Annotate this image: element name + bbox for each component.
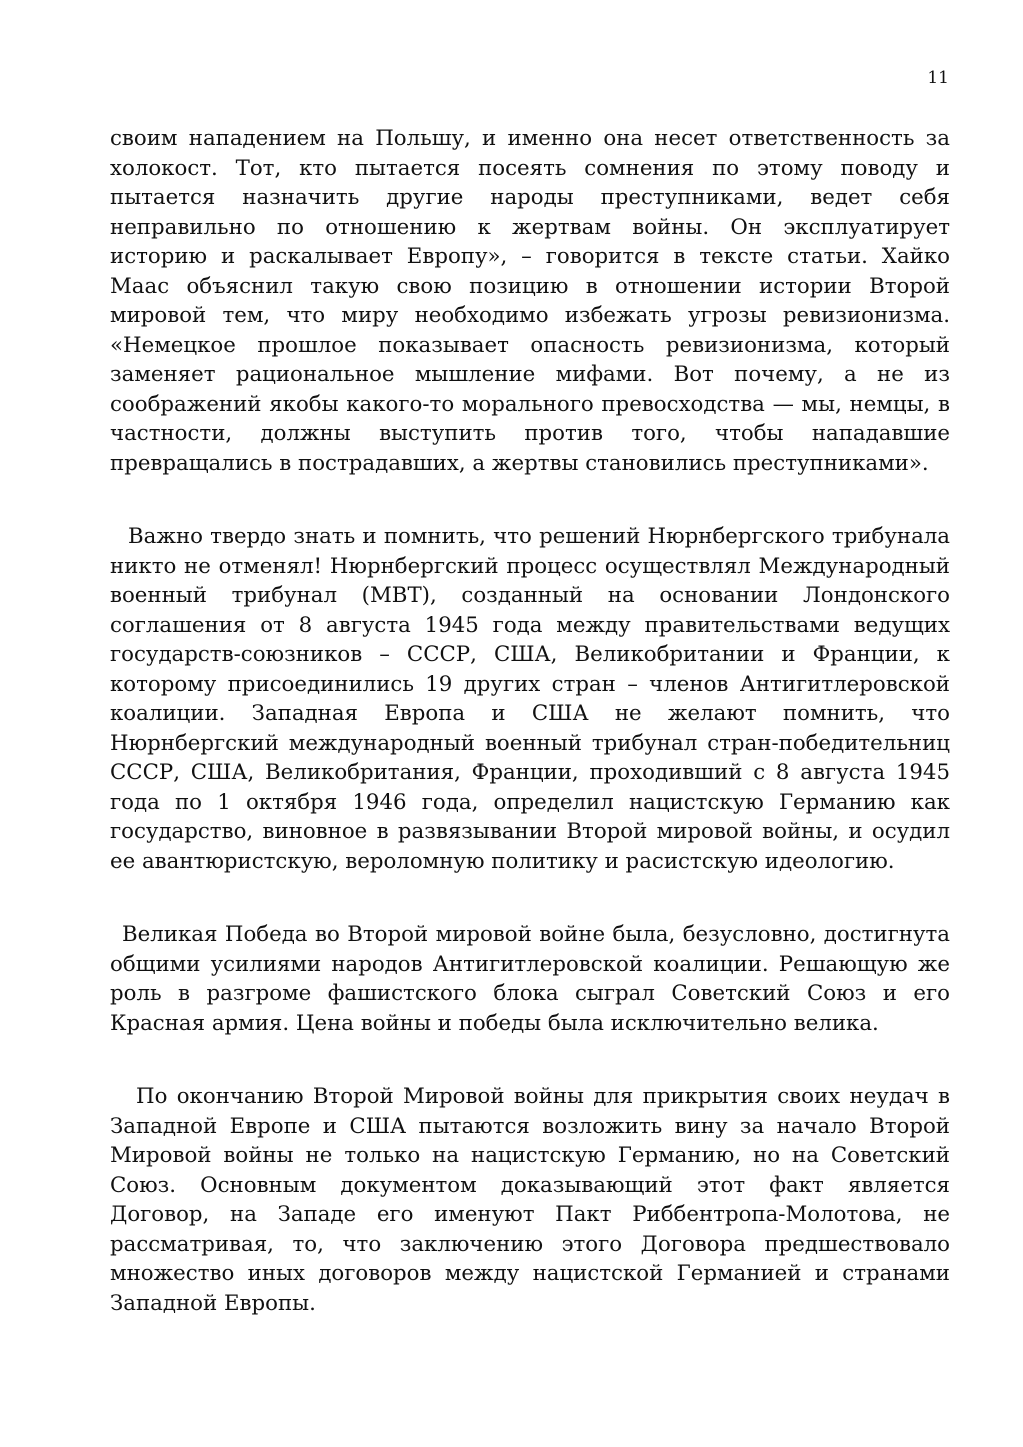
paragraph-3: Великая Победа во Второй мировой войне была, безусловно, достигнута общими усилиями народов Антигитлеровской коалиции. Решающую же роль в разгроме фашистского блока сыграл Советский Союз и его Красная армия. Цена войны и победы была исключительно велика.: [110, 922, 950, 1036]
paragraph-1: своим нападением на Польшу, и именно она несет ответственность за холокост. Тот, кто пытается посеять сомнения по этому поводу и пытается назначить другие народы преступниками, ведет себя неправильно по отношению к жертвам войны. Он эксплуатирует историю и раскалывает Европу», – говорится в тексте статьи. Хайко Маас объяснил такую свою позицию в отношении истории Второй мировой тем, что миру необходимо избежать угрозы ревизионизма. «Немецкое прошлое показывает опасность ревизионизма, который заменяет рациональное мышление мифами. Вот почему, а не из соображений якобы какого-то морального превосходства — мы, немцы, в частности, должны выступить против того, чтобы нападавшие превращались в пострадавших, а жертвы становились преступниками».: [110, 126, 950, 476]
body-text: [110, 124, 950, 1318]
paragraph-4: По окончанию Второй Мировой войны для прикрытия своих неудач в Западной Европе и США пытаются возложить вину за начало Второй Мировой войны не только на нацистскую Германию, но на Советский Союз. Основным документом доказывающий этот факт является Договор, на Западе его именуют Пакт Риббентропа-Молотова, не рассматривая, то, что заключению этого Договора предшествовало множество иных договоров между нацистской Германией и странами Западной Европы.: [110, 1084, 950, 1316]
paragraph-2: Важно твердо знать и помнить, что решений Нюрнбергского трибунала никто не отменял! Нюрнбергский процесс осуществлял Международный военный трибунал (МВТ), созданный на основании Лондонского соглашения от 8 августа 1945 года между правительствами ведущих государств-союзников – СССР, США, Великобритании и Франции, к которому присоединились 19 других стран – членов Антигитлеровской коалиции. Западная Европа и США не желают помнить, что Нюрнбергский международный военный трибунал стран-победительниц СССР, США, Великобритания, Франции, проходивший с 8 августа 1945 года по 1 октября 1946 года, определил нацистскую Германию как государство, виновное в развязывании Второй мировой войны, и осудил ее авантюристскую, вероломную политику и расистскую идеологию.: [110, 524, 950, 874]
page-number: 11: [927, 68, 949, 88]
